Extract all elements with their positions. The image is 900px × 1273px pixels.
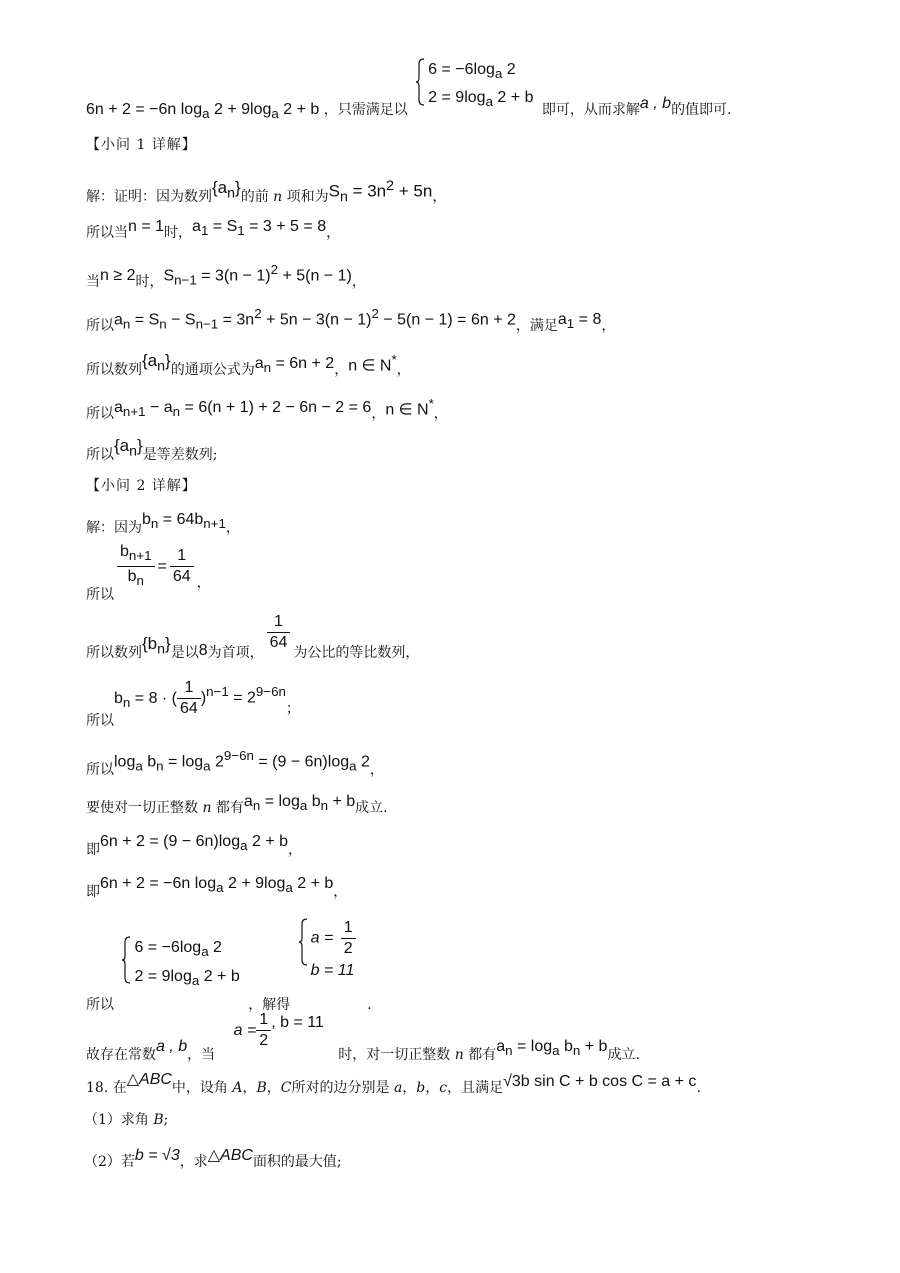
math: △ABC	[207, 1147, 253, 1164]
text: ，求	[179, 1154, 208, 1170]
fraction	[177, 678, 201, 719]
math: = 64b	[158, 511, 204, 528]
math: √3b sin C + b cos C = a + c	[503, 1073, 697, 1090]
math: a , b	[156, 1037, 188, 1055]
math: {a	[142, 351, 158, 371]
math: 2	[210, 753, 224, 771]
text: 是等差数列;	[142, 447, 218, 463]
math: }	[165, 633, 171, 653]
text: 的值即可.	[671, 102, 732, 119]
line-17	[86, 1010, 860, 1063]
text: 都有	[215, 800, 244, 816]
math: B	[148, 1112, 164, 1128]
math: + b	[328, 793, 356, 810]
math: {a	[114, 436, 130, 455]
sub: n	[505, 1042, 513, 1058]
text: ，	[432, 188, 447, 205]
math: = 3 + 5 = 8	[244, 218, 327, 235]
text: 即	[86, 884, 100, 900]
math: b	[416, 1080, 426, 1096]
text: 成立.	[607, 1046, 640, 1063]
math: b	[307, 793, 321, 810]
math: △ABC	[126, 1071, 172, 1088]
math: 2	[356, 753, 370, 771]
text: 所以	[86, 762, 114, 779]
heading: 【小问 1 详解】	[86, 137, 197, 153]
text: 成立.	[355, 800, 388, 816]
math: a	[389, 1080, 403, 1096]
section-heading-1	[86, 135, 860, 155]
line-4	[86, 302, 860, 335]
text: ，解得	[248, 996, 291, 1013]
line-14	[86, 832, 860, 862]
math: = 8	[574, 311, 602, 329]
brace-icon	[122, 936, 131, 984]
math: = S	[208, 218, 238, 235]
math: b	[127, 568, 137, 586]
math: + 5n	[394, 181, 433, 201]
math: n	[198, 800, 216, 816]
sub: n−1	[174, 272, 197, 288]
text: 所以数列	[86, 362, 142, 379]
sub: a	[202, 106, 210, 122]
math: b	[559, 1037, 573, 1055]
text: ，	[326, 225, 341, 241]
sup: 2	[270, 262, 278, 277]
text: 是以	[170, 644, 199, 661]
text: ，	[601, 318, 616, 335]
math: b = 11	[310, 962, 355, 979]
fraction	[341, 918, 356, 959]
sup: 2	[371, 306, 379, 321]
line-3	[86, 258, 860, 291]
text: （2）若	[84, 1154, 135, 1170]
text: 所以数列	[86, 644, 142, 661]
math: = 2	[228, 689, 256, 707]
text: 所以	[86, 447, 114, 463]
sub: a	[349, 758, 357, 774]
sup: 9−6n	[223, 748, 254, 763]
sub: n	[150, 516, 159, 532]
math: 2 + b	[492, 89, 534, 107]
math: = 8 · (	[130, 689, 178, 707]
math: b = √3	[134, 1147, 180, 1164]
text: ;	[163, 1112, 169, 1128]
math: a , b	[639, 95, 672, 113]
sub: n+1	[122, 404, 146, 420]
math: n ∈ N	[385, 401, 429, 419]
math: A	[227, 1080, 243, 1096]
text: ，	[371, 406, 386, 423]
sub: n	[122, 694, 131, 710]
text: 故存在常数	[86, 1046, 156, 1063]
math: a	[192, 218, 201, 235]
math: 2 + b	[199, 967, 240, 985]
sub: a	[485, 94, 493, 110]
text: 所以	[86, 406, 114, 423]
math: = (9 − 6n)log	[253, 753, 350, 771]
math: 2	[208, 939, 222, 957]
text: ，	[266, 1080, 281, 1096]
math: }	[137, 436, 143, 455]
line-11	[86, 678, 860, 734]
sup: *	[391, 352, 397, 367]
sub: n	[172, 404, 181, 420]
sub: n+1	[203, 516, 226, 532]
sub: n	[320, 798, 329, 814]
math: B	[256, 1080, 267, 1096]
sub: n	[129, 443, 138, 460]
math: 2	[341, 938, 356, 959]
text: ，	[333, 884, 348, 900]
text: ，且满足	[447, 1080, 504, 1096]
math: n	[268, 188, 287, 205]
question-18-part-1	[84, 1110, 860, 1130]
equation-system	[416, 58, 533, 114]
text: 为首项，	[207, 644, 264, 661]
sub: n	[227, 185, 236, 202]
text: 都有	[468, 1046, 497, 1063]
math: = S	[130, 311, 160, 329]
text: ，	[334, 362, 349, 379]
sup: 2	[254, 306, 262, 321]
math: 6n + 2 = −6n log	[100, 875, 217, 892]
math: n = 1	[128, 218, 165, 235]
math: S	[163, 267, 175, 285]
fraction	[117, 542, 155, 591]
heading: 【小问 2 详解】	[86, 478, 197, 494]
sup: 9−6n	[255, 684, 286, 700]
math: n ∈ N	[348, 357, 392, 375]
math: b	[114, 689, 123, 707]
text: ，	[396, 362, 411, 379]
math: 2 = 9log	[428, 89, 486, 107]
sub: a	[299, 798, 308, 814]
math: 2 + b	[247, 833, 289, 850]
line-10	[86, 612, 860, 668]
fraction	[170, 546, 194, 587]
text: 面积的最大值;	[252, 1154, 342, 1170]
question-18	[86, 1070, 860, 1100]
equation-system	[122, 936, 239, 992]
math: 6 = −6log	[134, 939, 202, 957]
sub: a	[216, 880, 224, 896]
sub: n+1	[128, 548, 152, 564]
sub: 1	[237, 223, 245, 239]
text: 中，设角	[171, 1080, 228, 1096]
math: 2	[256, 1030, 271, 1051]
line-1	[86, 172, 860, 206]
sub: a	[135, 758, 143, 774]
line-5	[86, 346, 860, 379]
text: （1）求角	[84, 1112, 149, 1128]
math: 2 + b	[278, 101, 320, 119]
math: = 3(n − 1)	[196, 267, 271, 285]
line-6	[86, 390, 860, 423]
sub: n	[136, 573, 144, 589]
math: {a	[212, 177, 228, 197]
math: 2 + b	[292, 875, 334, 892]
math: 1	[259, 1011, 269, 1028]
text: ，	[369, 762, 384, 779]
text: .	[696, 1080, 701, 1096]
sub: a	[203, 758, 211, 774]
text: 项和为	[286, 188, 329, 205]
text: 所对的边分别是	[291, 1080, 390, 1096]
text: 时，	[135, 274, 164, 291]
line-15	[86, 874, 860, 904]
sub: n	[572, 1042, 581, 1058]
math: 8	[198, 641, 208, 659]
text: ，	[402, 1080, 417, 1096]
brace-icon	[416, 58, 425, 106]
sub: n	[157, 640, 166, 657]
sup: n−1	[206, 684, 229, 700]
brace-icon	[299, 918, 308, 966]
math: )	[200, 689, 207, 707]
math: {b	[142, 633, 158, 653]
math: 2 = 9log	[134, 967, 192, 985]
text: 要使对一切正整数	[86, 800, 198, 816]
math: a	[496, 1037, 506, 1055]
text: 解：证明：因为数列	[86, 188, 212, 205]
sub: n−1	[195, 316, 219, 332]
text: ，	[196, 574, 211, 591]
text: 当	[86, 274, 100, 291]
sub: a	[285, 880, 293, 896]
text: ，	[433, 406, 448, 423]
math: , b = 11	[271, 1013, 324, 1031]
sub: n	[122, 316, 131, 332]
math: a	[243, 793, 253, 810]
math: =	[157, 557, 167, 575]
sub: n	[157, 358, 166, 375]
sub: a	[191, 972, 200, 988]
math: }	[165, 351, 171, 371]
math: S	[328, 181, 340, 201]
sub: a	[240, 838, 248, 854]
math: log	[114, 753, 136, 771]
text: ，当	[187, 1046, 216, 1063]
math: = log	[260, 793, 300, 810]
math: }	[235, 177, 241, 197]
math: C	[280, 1080, 292, 1096]
sup: 2	[386, 178, 395, 194]
math: = 6n + 2	[271, 355, 335, 373]
math: − S	[166, 311, 196, 329]
math: 1	[184, 679, 194, 696]
text: 时，对一切正整数	[338, 1046, 451, 1063]
sub: n	[339, 189, 348, 206]
sub: a	[271, 106, 279, 122]
math: 2 + 9log	[223, 875, 286, 892]
text: ，	[425, 1080, 440, 1096]
math: − 5(n − 1) = 6n + 2	[378, 311, 516, 329]
text: 即	[86, 842, 100, 858]
text: 所以	[86, 712, 114, 729]
text: 的通项公式为	[170, 362, 255, 379]
math: b	[120, 543, 129, 560]
text: ，	[288, 842, 303, 858]
text: ，	[242, 1080, 257, 1096]
line-13	[86, 790, 860, 820]
text: 所以当	[86, 225, 128, 241]
math: = 6(n + 1) + 2 − 6n − 2 = 6	[180, 399, 372, 417]
line-8	[86, 510, 860, 540]
math: n	[450, 1046, 469, 1063]
math: 2	[502, 61, 516, 78]
math: 6 = −6log	[428, 61, 495, 78]
text: 解：因为	[86, 520, 142, 536]
math: a	[114, 311, 123, 329]
sup: *	[428, 396, 434, 411]
sub: n	[263, 360, 272, 376]
text: 的前	[240, 188, 269, 205]
sub: a	[494, 66, 503, 82]
line-9	[86, 543, 860, 604]
math: = log	[512, 1037, 553, 1055]
math: + 5n − 3(n − 1)	[261, 311, 372, 329]
text: 所以	[86, 318, 114, 335]
math: = log	[163, 753, 204, 771]
math: 2 + 9log	[209, 101, 272, 119]
sub: a	[201, 944, 209, 960]
section-heading-2	[86, 476, 860, 496]
math: a	[254, 355, 264, 373]
line-2	[86, 215, 860, 245]
math: 1	[343, 919, 353, 936]
text: 18. 在	[86, 1080, 127, 1096]
text: 时，	[164, 225, 193, 241]
line-12	[86, 744, 860, 779]
math: 6n + 2 = −6n log	[86, 101, 203, 119]
sub: a	[552, 1042, 560, 1058]
text: ，	[225, 520, 240, 536]
line-16	[86, 914, 860, 1013]
math: = 3n	[347, 181, 387, 201]
text: .	[367, 996, 372, 1013]
math: b	[142, 511, 151, 528]
math: + 5(n − 1)	[278, 267, 352, 285]
math: a	[114, 399, 123, 417]
math: = 3n	[218, 311, 255, 329]
math: 64	[267, 632, 291, 653]
math: 1	[177, 547, 187, 565]
sub: n	[156, 758, 164, 774]
text: 为公比的等比数列，	[293, 644, 420, 661]
text: ，	[351, 274, 366, 291]
sub: n	[252, 798, 261, 814]
line-7	[86, 436, 860, 466]
text: ，满足	[515, 318, 558, 335]
solution-system	[299, 918, 359, 983]
fraction	[267, 612, 291, 653]
math: 1	[274, 613, 283, 630]
text: 所以	[86, 586, 114, 603]
math: − a	[145, 399, 173, 417]
math: 6n + 2 = (9 − 6n)log	[100, 833, 241, 850]
math: + b	[580, 1037, 608, 1055]
text: ，只需满足以	[323, 102, 408, 119]
math: n ≥ 2	[100, 267, 136, 285]
question-18-part-2	[84, 1144, 860, 1174]
math: a	[557, 311, 567, 329]
math: c	[439, 1080, 448, 1096]
sub: n	[159, 316, 167, 332]
math: a =	[310, 929, 338, 947]
math: a =	[233, 1021, 257, 1039]
math: 64	[177, 698, 201, 719]
text: ；	[285, 700, 300, 717]
text: 所以	[86, 996, 114, 1013]
math: 64	[170, 566, 194, 587]
line-intro-equation	[86, 61, 860, 122]
sub: 1	[200, 223, 209, 239]
math: b	[142, 753, 157, 771]
fraction	[256, 1010, 271, 1051]
sub: 1	[566, 316, 575, 332]
text: 即可，从而求解	[541, 102, 640, 119]
